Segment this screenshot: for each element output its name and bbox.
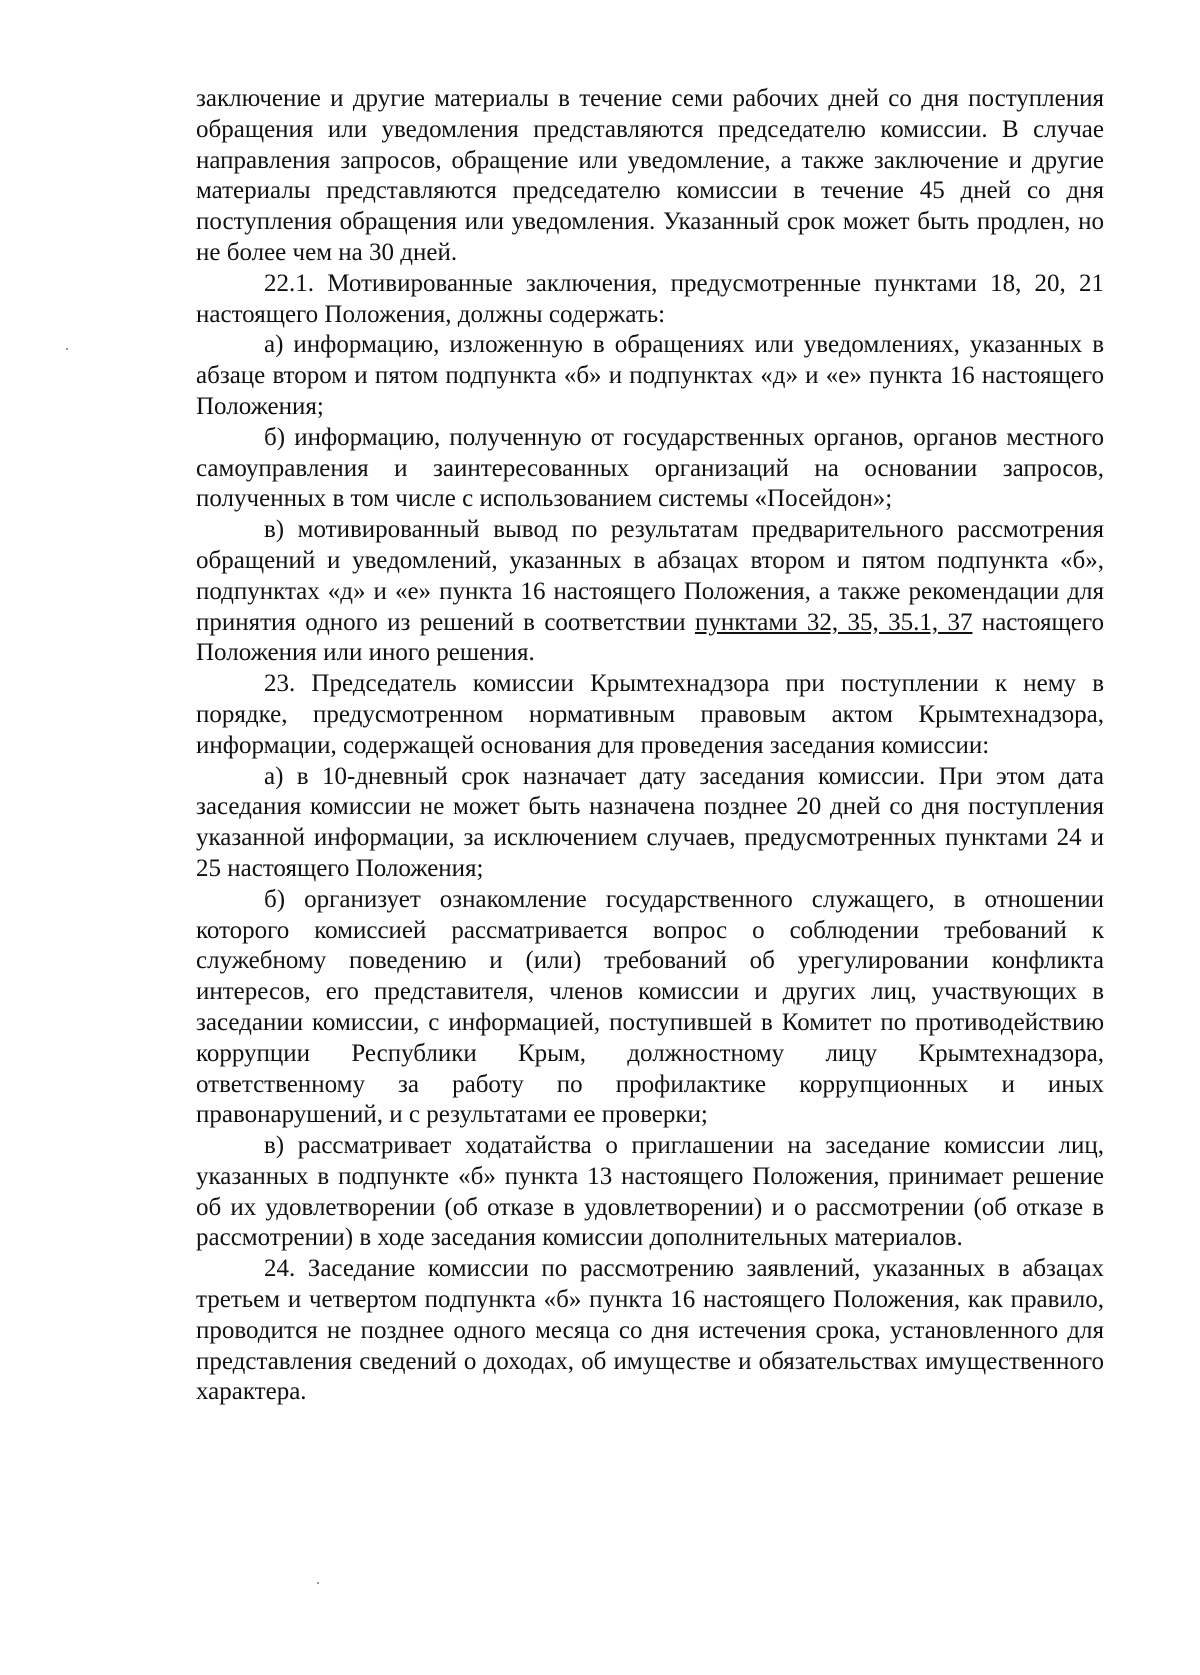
scan-speck [317, 1582, 319, 1584]
paragraph-22-1-a: а) информацию, изложенную в обращениях или уведомлениях, указанных в абзаце втором и пятом подпункта «б» и подпунктах «д» и «е» пункта 16 настоящего Положения; [196, 331, 1104, 420]
paragraph-22-1-v-text-before: в) мотивированный вывод по результатам предварительного рассмотрения обращений и уведомлений, указанных в абзацах втором и пятом подпункта «б», подпунктах «д» и «е» пункта 16 настоящего Положения, а также рекомендации для принятия одного из решений в соответствии [196, 516, 1104, 636]
paragraph-23-v: в) рассматривает ходатайства о приглашении на заседание комиссии лиц, указанных в подпункте «б» пункта 13 настоящего Положения, принимает решение об их удовлетворении (об отказе в удовлетворении) и о рассмотрении (об отказе в рассмотрении) в ходе заседания комиссии дополнительных материалов. [196, 1132, 1104, 1252]
paragraph-22-1: 22.1. Мотивированные заключения, предусмотренные пунктами 18, 20, 21 настоящего Положения, должны содержать: [196, 269, 1104, 328]
paragraph-22-1-v-text-after: настоящего Положения или иного решения. [196, 608, 1104, 667]
clause-reference-link[interactable]: пунктами 32, 35, 35.1, 37 [694, 608, 973, 636]
paragraph-22-1-b: б) информацию, полученную от государственных органов, органов местного самоуправления и заинтересованных организаций на основании запросов, полученных в том числе с использованием системы «Посейдон»; [196, 423, 1104, 513]
paragraph-23-a: а) в 10-дневный срок назначает дату заседания комиссии. При этом дата заседания комиссии не может быть назначена позднее 20 дней со дня поступления указанной информации, за исключением случаев, предусмотренных пунктами 24 и 25 настоящего Положения; [196, 762, 1104, 882]
document-page [196, 84, 1104, 1408]
paragraph-22-1-v [196, 515, 1104, 669]
paragraph-23-b: б) организует ознакомление государственного служащего, в отношении которого комиссией рассматривается вопрос о соблюдении требований к служебному поведению и (или) требований об урегулировании конфликта интересов, его представителя, членов комиссии и других лиц, участвующих в заседании комиссии, с информацией, поступившей в Комитет по противодействию коррупции Республики Крым, должностному лицу Крымтехнадзора, ответственному за работу по профилактике коррупционных и иных правонарушений, и с результатами ее проверки; [196, 885, 1104, 1129]
paragraph-24: 24. Заседание комиссии по рассмотрению заявлений, указанных в абзацах третьем и четвертом подпункта «б» пункта 16 настоящего Положения, как правило, проводится не позднее одного месяца со дня истечения срока, установленного для представления сведений о доходах, об имуществе и обязательствах имущественного характера. [196, 1255, 1104, 1406]
paragraph-23: 23. Председатель комиссии Крымтехнадзора при поступлении к нему в порядке, предусмотренном нормативным правовым актом Крымтехнадзора, информации, содержащей основания для проведения заседания комиссии: [196, 670, 1104, 759]
scan-speck [66, 348, 68, 350]
paragraph-intro: заключение и другие материалы в течение семи рабочих дней со дня поступления обращения или уведомления представляются председателю комиссии. В случае направления запросов, обращение или уведомление, а также заключение и другие материалы представляются председателю комиссии в течение 45 дней со дня поступления обращения или уведомления. Указанный срок может быть продлен, но не более чем на 30 дней. [196, 85, 1104, 266]
